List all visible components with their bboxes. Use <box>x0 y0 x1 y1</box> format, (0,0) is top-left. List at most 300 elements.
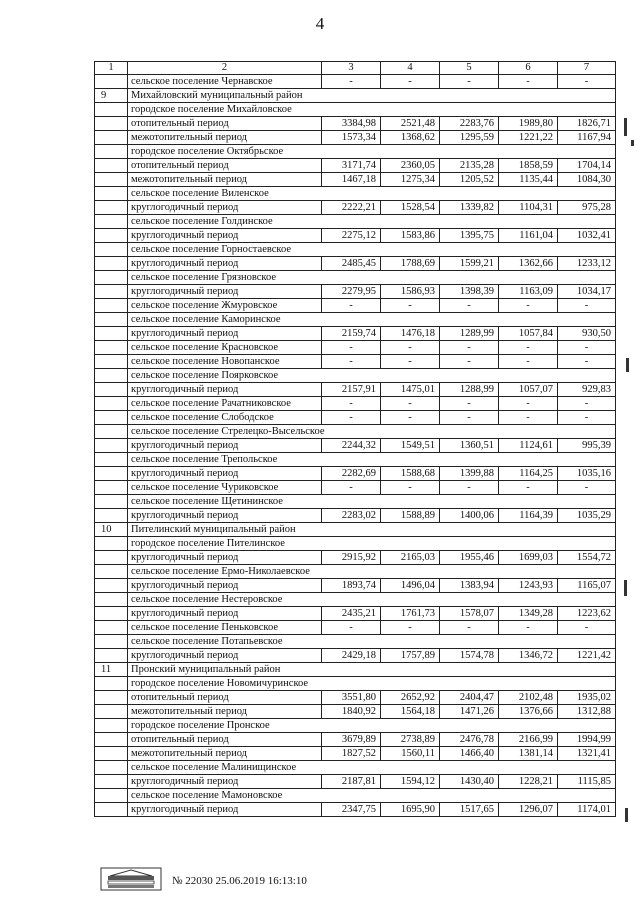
value-cell: 1339,82 <box>440 201 499 215</box>
table-row <box>95 75 616 89</box>
table-row <box>95 341 616 355</box>
row-name: сельское поселение Стрелецко-Высельское <box>128 425 616 439</box>
row-number <box>95 705 128 719</box>
table-row <box>95 509 616 523</box>
row-number <box>95 621 128 635</box>
value-cell: - <box>440 341 499 355</box>
value-cell: - <box>322 411 381 425</box>
value-cell: 2521,48 <box>381 117 440 131</box>
value-cell: 3679,89 <box>322 733 381 747</box>
value-cell: 1560,11 <box>381 747 440 761</box>
value-cell: 3384,98 <box>322 117 381 131</box>
value-cell: 1275,34 <box>381 173 440 187</box>
value-cell: 1761,73 <box>381 607 440 621</box>
value-cell: 1383,94 <box>440 579 499 593</box>
row-name: круглогодичный период <box>128 551 322 565</box>
row-name: сельское поселение Чуриковское <box>128 481 322 495</box>
row-number <box>95 733 128 747</box>
footer <box>100 866 500 896</box>
table-row <box>95 691 616 705</box>
table-row <box>95 607 616 621</box>
value-cell: 2738,89 <box>381 733 440 747</box>
value-cell: 995,39 <box>558 439 616 453</box>
table-row <box>95 355 616 369</box>
value-cell: - <box>558 621 616 635</box>
value-cell: 1475,01 <box>381 383 440 397</box>
row-name: Михайловский муниципальный район <box>128 89 616 103</box>
value-cell: 1034,17 <box>558 285 616 299</box>
table-row <box>95 775 616 789</box>
table-row <box>95 453 616 467</box>
value-cell: 1312,88 <box>558 705 616 719</box>
table-row <box>95 579 616 593</box>
row-name: межотопительный период <box>128 173 322 187</box>
value-cell: - <box>499 299 558 313</box>
value-cell: - <box>499 481 558 495</box>
table-row <box>95 677 616 691</box>
row-name: сельское поселение Поярковское <box>128 369 616 383</box>
row-name: круглогодичный период <box>128 509 322 523</box>
value-cell: 3171,74 <box>322 159 381 173</box>
table-row <box>95 523 616 537</box>
column-header: 3 <box>322 62 381 75</box>
value-cell: 1395,75 <box>440 229 499 243</box>
value-cell: - <box>322 341 381 355</box>
row-number <box>95 299 128 313</box>
row-number <box>95 481 128 495</box>
value-cell: 1955,46 <box>440 551 499 565</box>
table-row <box>95 439 616 453</box>
row-number <box>95 187 128 201</box>
row-number <box>95 789 128 803</box>
value-cell: 1594,12 <box>381 775 440 789</box>
value-cell: 1376,66 <box>499 705 558 719</box>
row-name: круглогодичный период <box>128 649 322 663</box>
row-name: круглогодичный период <box>128 607 322 621</box>
row-name: отопительный период <box>128 733 322 747</box>
value-cell: 1288,99 <box>440 383 499 397</box>
value-cell: 1699,03 <box>499 551 558 565</box>
value-cell: 1399,88 <box>440 467 499 481</box>
table-row <box>95 145 616 159</box>
row-number <box>95 803 128 817</box>
value-cell: 1496,04 <box>381 579 440 593</box>
row-number <box>95 257 128 271</box>
value-cell: - <box>381 355 440 369</box>
value-cell: 1398,39 <box>440 285 499 299</box>
row-number <box>95 719 128 733</box>
row-name: городское поселение Пителинское <box>128 537 616 551</box>
value-cell: - <box>558 75 616 89</box>
row-name: межотопительный период <box>128 705 322 719</box>
table-row <box>95 621 616 635</box>
row-name: круглогодичный период <box>128 229 322 243</box>
row-name: сельское поселение Пеньковское <box>128 621 322 635</box>
row-name: межотопительный период <box>128 747 322 761</box>
row-number <box>95 383 128 397</box>
table-row <box>95 229 616 243</box>
value-cell: - <box>499 621 558 635</box>
row-name: межотопительный период <box>128 131 322 145</box>
value-cell: 2222,21 <box>322 201 381 215</box>
table-row <box>95 173 616 187</box>
row-number <box>95 691 128 705</box>
value-cell: 1578,07 <box>440 607 499 621</box>
row-number <box>95 327 128 341</box>
value-cell: 2159,74 <box>322 327 381 341</box>
value-cell: 1583,86 <box>381 229 440 243</box>
page-number: 4 <box>315 14 325 33</box>
row-number <box>95 537 128 551</box>
table-row <box>95 663 616 677</box>
table-row <box>95 117 616 131</box>
row-number: 10 <box>95 523 128 537</box>
value-cell: 2485,45 <box>322 257 381 271</box>
row-number <box>95 775 128 789</box>
value-cell: - <box>381 341 440 355</box>
value-cell: - <box>440 355 499 369</box>
row-name: круглогодичный период <box>128 803 322 817</box>
value-cell: 2166,99 <box>499 733 558 747</box>
row-name: сельское поселение Ермо-Николаевское <box>128 565 616 579</box>
table-row <box>95 397 616 411</box>
value-cell: 1295,59 <box>440 131 499 145</box>
table-row <box>95 299 616 313</box>
value-cell: 1517,65 <box>440 803 499 817</box>
row-number <box>95 201 128 215</box>
table-row <box>95 271 616 285</box>
row-name: сельское поселение Виленское <box>128 187 616 201</box>
value-cell: 1935,02 <box>558 691 616 705</box>
value-cell: - <box>558 411 616 425</box>
row-name: сельское поселение Малинищинское <box>128 761 616 775</box>
row-name: отопительный период <box>128 159 322 173</box>
row-number <box>95 593 128 607</box>
value-cell: 1574,78 <box>440 649 499 663</box>
row-number <box>95 75 128 89</box>
row-name: сельское поселение Чернавское <box>128 75 322 89</box>
value-cell: 1164,39 <box>499 509 558 523</box>
table-row <box>95 131 616 145</box>
registration-stamp-text: № 22030 25.06.2019 16:13:10 <box>172 875 307 887</box>
row-number <box>95 355 128 369</box>
value-cell: 1032,41 <box>558 229 616 243</box>
value-cell: - <box>558 397 616 411</box>
row-name: сельское поселение Голдинское <box>128 215 616 229</box>
row-number <box>95 635 128 649</box>
value-cell: 2165,03 <box>381 551 440 565</box>
value-cell: 1057,07 <box>499 383 558 397</box>
value-cell: 1994,99 <box>558 733 616 747</box>
value-cell: 1289,99 <box>440 327 499 341</box>
table-row <box>95 747 616 761</box>
value-cell: 2283,76 <box>440 117 499 131</box>
value-cell: 1599,21 <box>440 257 499 271</box>
value-cell: 1430,40 <box>440 775 499 789</box>
value-cell: 1858,59 <box>499 159 558 173</box>
tariff-table <box>94 61 616 817</box>
row-number <box>95 103 128 117</box>
value-cell: 1362,66 <box>499 257 558 271</box>
value-cell: 1084,30 <box>558 173 616 187</box>
row-number <box>95 145 128 159</box>
table-row <box>95 705 616 719</box>
row-name: сельское поселение Потапьевское <box>128 635 616 649</box>
value-cell: 1476,18 <box>381 327 440 341</box>
table-row <box>95 495 616 509</box>
value-cell: 1757,89 <box>381 649 440 663</box>
table-row <box>95 803 616 817</box>
registry-stamp-icon <box>100 866 162 892</box>
value-cell: - <box>322 299 381 313</box>
table-row <box>95 383 616 397</box>
table-row <box>95 369 616 383</box>
table-row <box>95 593 616 607</box>
value-cell: 1381,14 <box>499 747 558 761</box>
value-cell: - <box>440 299 499 313</box>
scan-artifact <box>624 580 627 596</box>
value-cell: 1228,21 <box>499 775 558 789</box>
value-cell: 1989,80 <box>499 117 558 131</box>
value-cell: 1695,90 <box>381 803 440 817</box>
value-cell: 1466,40 <box>440 747 499 761</box>
row-number <box>95 551 128 565</box>
row-name: сельское поселение Нестеровское <box>128 593 616 607</box>
row-number <box>95 495 128 509</box>
table-row <box>95 467 616 481</box>
value-cell: 1221,22 <box>499 131 558 145</box>
value-cell: 2435,21 <box>322 607 381 621</box>
row-number <box>95 243 128 257</box>
row-number <box>95 747 128 761</box>
row-number <box>95 467 128 481</box>
row-name: круглогодичный период <box>128 327 322 341</box>
table-row <box>95 635 616 649</box>
row-name: сельское поселение Горностаевское <box>128 243 616 257</box>
row-number: 9 <box>95 89 128 103</box>
table-row <box>95 285 616 299</box>
scan-artifact <box>625 808 628 822</box>
value-cell: - <box>558 341 616 355</box>
value-cell: 3551,80 <box>322 691 381 705</box>
value-cell: 2283,02 <box>322 509 381 523</box>
table-row <box>95 187 616 201</box>
column-header: 2 <box>128 62 322 75</box>
value-cell: 1135,44 <box>499 173 558 187</box>
row-number <box>95 677 128 691</box>
row-number <box>95 397 128 411</box>
value-cell: 1586,93 <box>381 285 440 299</box>
table-row <box>95 327 616 341</box>
value-cell: - <box>322 75 381 89</box>
value-cell: - <box>440 481 499 495</box>
table-row <box>95 481 616 495</box>
row-name: сельское поселение Грязновское <box>128 271 616 285</box>
table-row <box>95 719 616 733</box>
row-name: сельское поселение Мамоновское <box>128 789 616 803</box>
row-name: сельское поселение Красновское <box>128 341 322 355</box>
row-number <box>95 761 128 775</box>
table-row <box>95 201 616 215</box>
row-name: городское поселение Пронское <box>128 719 616 733</box>
value-cell: 1549,51 <box>381 439 440 453</box>
column-header: 1 <box>95 62 128 75</box>
value-cell: - <box>381 299 440 313</box>
row-name: городское поселение Новомичуринское <box>128 677 616 691</box>
row-name: круглогодичный период <box>128 579 322 593</box>
value-cell: 1321,41 <box>558 747 616 761</box>
value-cell: 1588,68 <box>381 467 440 481</box>
value-cell: 1573,34 <box>322 131 381 145</box>
row-number <box>95 411 128 425</box>
row-number <box>95 439 128 453</box>
value-cell: 2404,47 <box>440 691 499 705</box>
row-name: сельское поселение Щетининское <box>128 495 616 509</box>
row-name: сельское поселение Новопанское <box>128 355 322 369</box>
value-cell: 2279,95 <box>322 285 381 299</box>
value-cell: 1163,09 <box>499 285 558 299</box>
row-name: городское поселение Михайловское <box>128 103 616 117</box>
value-cell: - <box>440 411 499 425</box>
value-cell: - <box>381 75 440 89</box>
value-cell: 1564,18 <box>381 705 440 719</box>
value-cell: 1528,54 <box>381 201 440 215</box>
row-name: круглогодичный период <box>128 285 322 299</box>
row-name: круглогодичный период <box>128 201 322 215</box>
value-cell: 2187,81 <box>322 775 381 789</box>
scan-artifact <box>631 140 634 146</box>
value-cell: 1704,14 <box>558 159 616 173</box>
value-cell: 2275,12 <box>322 229 381 243</box>
value-cell: 1368,62 <box>381 131 440 145</box>
value-cell: - <box>499 355 558 369</box>
value-cell: - <box>322 481 381 495</box>
table-row <box>95 243 616 257</box>
value-cell: 1827,52 <box>322 747 381 761</box>
value-cell: 1826,71 <box>558 117 616 131</box>
value-cell: 2157,91 <box>322 383 381 397</box>
row-name: городское поселение Октябрьское <box>128 145 616 159</box>
value-cell: 1165,07 <box>558 579 616 593</box>
value-cell: 1349,28 <box>499 607 558 621</box>
row-name: сельское поселение Жмуровское <box>128 299 322 313</box>
column-header: 7 <box>558 62 616 75</box>
value-cell: 1346,72 <box>499 649 558 663</box>
row-number <box>95 131 128 145</box>
row-number <box>95 215 128 229</box>
value-cell: - <box>558 355 616 369</box>
scan-artifact <box>626 358 629 372</box>
table-header-row <box>95 62 616 75</box>
value-cell: - <box>440 397 499 411</box>
row-name: Пителинский муниципальный район <box>128 523 616 537</box>
table-row <box>95 789 616 803</box>
value-cell: 1893,74 <box>322 579 381 593</box>
row-name: круглогодичный период <box>128 383 322 397</box>
value-cell: 1161,04 <box>499 229 558 243</box>
row-name: круглогодичный период <box>128 257 322 271</box>
value-cell: 1035,29 <box>558 509 616 523</box>
table-row <box>95 215 616 229</box>
row-number <box>95 159 128 173</box>
value-cell: 1164,25 <box>499 467 558 481</box>
table-row <box>95 159 616 173</box>
value-cell: - <box>322 355 381 369</box>
row-number <box>95 649 128 663</box>
table-row <box>95 313 616 327</box>
value-cell: 1840,92 <box>322 705 381 719</box>
value-cell: - <box>558 299 616 313</box>
value-cell: 1167,94 <box>558 131 616 145</box>
value-cell: 930,50 <box>558 327 616 341</box>
value-cell: 1174,01 <box>558 803 616 817</box>
value-cell: - <box>381 481 440 495</box>
value-cell: 1467,18 <box>322 173 381 187</box>
value-cell: 1115,85 <box>558 775 616 789</box>
row-name: круглогодичный период <box>128 467 322 481</box>
row-number <box>95 173 128 187</box>
row-name: отопительный период <box>128 691 322 705</box>
column-header: 4 <box>381 62 440 75</box>
row-number <box>95 453 128 467</box>
row-name: сельское поселение Слободское <box>128 411 322 425</box>
row-name: круглогодичный период <box>128 439 322 453</box>
row-number <box>95 579 128 593</box>
table-row <box>95 89 616 103</box>
value-cell: - <box>322 621 381 635</box>
value-cell: 1104,31 <box>499 201 558 215</box>
row-name: сельское поселение Рачатниковское <box>128 397 322 411</box>
row-number <box>95 285 128 299</box>
value-cell: 1205,52 <box>440 173 499 187</box>
table-row <box>95 425 616 439</box>
value-cell: 2360,05 <box>381 159 440 173</box>
value-cell: 1223,62 <box>558 607 616 621</box>
value-cell: - <box>381 411 440 425</box>
value-cell: 1471,26 <box>440 705 499 719</box>
table-row <box>95 411 616 425</box>
value-cell: 1243,93 <box>499 579 558 593</box>
value-cell: 1360,51 <box>440 439 499 453</box>
table-row <box>95 551 616 565</box>
row-name: Пронский муниципальный район <box>128 663 616 677</box>
value-cell: - <box>499 341 558 355</box>
row-number <box>95 425 128 439</box>
row-number <box>95 271 128 285</box>
value-cell: - <box>440 621 499 635</box>
value-cell: 2652,92 <box>381 691 440 705</box>
value-cell: 2282,69 <box>322 467 381 481</box>
value-cell: 975,28 <box>558 201 616 215</box>
value-cell: 2102,48 <box>499 691 558 705</box>
row-number <box>95 341 128 355</box>
value-cell: - <box>499 75 558 89</box>
value-cell: - <box>499 411 558 425</box>
row-number <box>95 117 128 131</box>
row-number: 11 <box>95 663 128 677</box>
row-name: круглогодичный период <box>128 775 322 789</box>
table-body <box>95 75 616 817</box>
value-cell: - <box>381 621 440 635</box>
value-cell: 2347,75 <box>322 803 381 817</box>
row-name: отопительный период <box>128 117 322 131</box>
row-number <box>95 607 128 621</box>
table-row <box>95 565 616 579</box>
value-cell: - <box>381 397 440 411</box>
value-cell: - <box>322 397 381 411</box>
value-cell: 1400,06 <box>440 509 499 523</box>
value-cell: - <box>558 481 616 495</box>
